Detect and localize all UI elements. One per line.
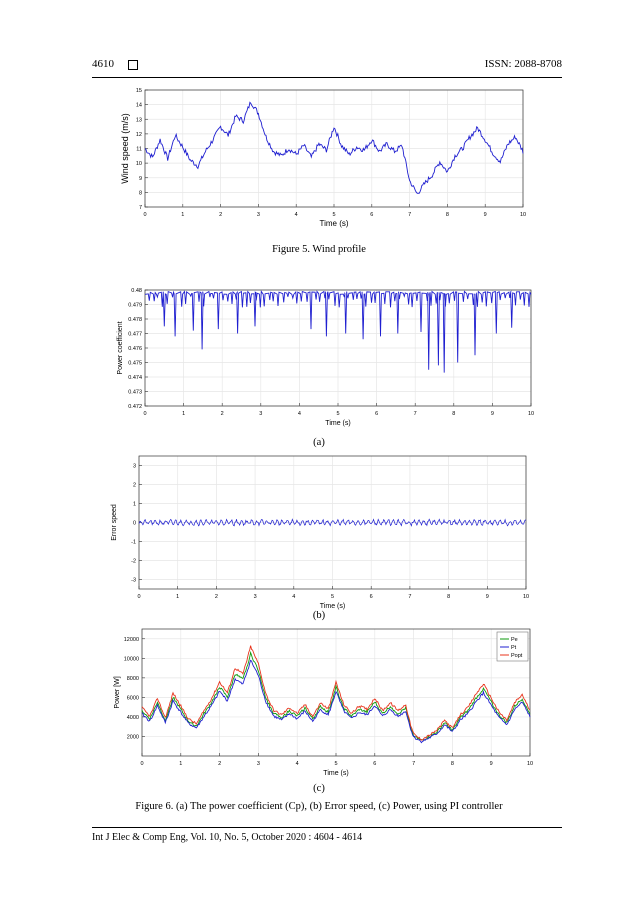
x-tick-label: 3 [259,411,263,417]
x-tick-label: 8 [452,411,456,417]
x-tick-label: 8 [450,761,454,767]
x-tick-label: 6 [375,411,379,417]
x-tick-label: 0 [143,212,147,218]
x-axis-label: Time (s) [323,770,349,777]
x-tick-label: 1 [176,594,180,600]
figure6-sub-b: (b) [312,610,326,621]
y-tick-label: 0.48 [131,288,142,294]
x-tick-label: 7 [413,411,417,417]
y-tick-label: 8 [138,190,142,197]
x-tick-label: 4 [294,212,298,218]
y-tick-label: 14 [135,102,142,109]
y-tick-label: 0.478 [128,317,142,323]
y-tick-label: 6000 [126,695,139,702]
y-tick-label: 12 [135,131,142,138]
figure5-caption: Figure 5. Wind profile [272,244,366,255]
footer-rule [92,827,562,828]
y-tick-label: -3 [131,577,136,584]
y-tick-label: -2 [131,558,136,565]
legend-label: Popt [511,653,523,659]
x-tick-label: 7 [408,212,412,218]
x-tick-label: 6 [369,594,373,600]
x-tick-label: 2 [218,761,222,767]
y-axis-label: Wind speed (m/s) [120,113,130,184]
x-tick-label: 1 [182,411,186,417]
y-tick-label: 0.477 [128,331,142,338]
y-tick-label: 10 [135,161,142,168]
x-tick-label: 4 [295,761,299,767]
y-tick-label: 3 [132,463,136,470]
x-tick-label: 0 [140,761,144,767]
x-tick-label: 10 [526,761,534,767]
x-tick-label: 3 [256,212,260,218]
x-tick-label: 3 [256,761,260,767]
y-tick-label: 2 [132,482,136,489]
x-tick-label: 2 [214,594,218,600]
x-axis-label: Time (s) [325,420,351,427]
x-tick-label: 7 [408,594,412,600]
y-tick-label: 0.479 [128,302,142,309]
legend-label: Pe [511,637,518,643]
y-axis-label: Power coefficient [117,321,124,375]
y-tick-label: 10000 [123,656,139,663]
figure6-sub-c: (c) [313,783,325,794]
x-tick-label: 2 [219,212,223,218]
x-tick-label: 5 [330,594,335,600]
x-tick-label: 5 [336,411,340,417]
x-tick-label: 7 [412,761,416,767]
x-axis-label: Time (s) [319,603,346,610]
x-tick-label: 0 [137,594,141,600]
x-tick-label: 8 [445,212,449,218]
y-tick-label: 15 [135,88,142,94]
y-tick-label: 1 [132,501,136,508]
x-tick-label: 3 [253,594,257,600]
x-tick-label: 9 [485,594,489,600]
legend-label: Pt [511,645,517,651]
x-tick-label: 4 [297,411,301,417]
x-tick-label: 0 [143,411,147,417]
x-tick-label: 6 [373,761,377,767]
y-tick-label: 0.473 [128,389,142,396]
y-tick-label: 11 [136,146,142,153]
page-number: 4610 [92,58,114,70]
x-tick-label: 1 [181,212,185,218]
y-tick-label: 8000 [126,675,139,682]
issn-text: ISSN: 2088-8708 [484,58,562,70]
x-tick-label: 10 [527,411,535,417]
x-axis-label: Time (s) [319,219,349,228]
y-tick-label: 0.476 [128,346,142,352]
x-tick-label: 2 [220,411,224,417]
x-tick-label: 10 [522,594,530,600]
y-axis-label: Power [W] [114,676,121,709]
x-tick-label: 9 [483,212,487,218]
x-tick-label: 9 [490,411,494,417]
x-tick-label: 10 [519,212,527,218]
figure6-caption: Figure 6. (a) The power coefficient (Cp), (b) Error speed, (c) Power, using PI controller [135,801,503,812]
x-tick-label: 1 [179,761,183,767]
figure6-sub-a: (a) [313,437,325,448]
footer-citation: Int J Elec & Comp Eng, Vol. 10, No. 5, October 2020 : 4604 - 4614 [92,832,363,843]
y-tick-label: 4000 [126,714,139,721]
y-tick-label: 0 [132,520,136,527]
y-tick-label: 0.475 [128,360,142,367]
y-tick-label: 0.472 [128,404,142,410]
y-tick-label: -1 [131,539,136,546]
x-tick-label: 4 [292,594,296,600]
x-tick-label: 5 [332,212,336,218]
y-tick-label: 2000 [126,734,139,741]
y-tick-label: 0.474 [128,375,142,381]
y-tick-label: 12000 [123,636,139,643]
x-tick-label: 8 [447,594,451,600]
x-tick-label: 6 [370,212,374,218]
y-tick-label: 7 [138,205,142,211]
x-tick-label: 9 [489,761,493,767]
y-axis-label: Error speed [111,504,118,541]
y-tick-label: 13 [135,117,142,124]
y-tick-label: 9 [138,175,142,182]
x-tick-label: 5 [334,761,338,767]
